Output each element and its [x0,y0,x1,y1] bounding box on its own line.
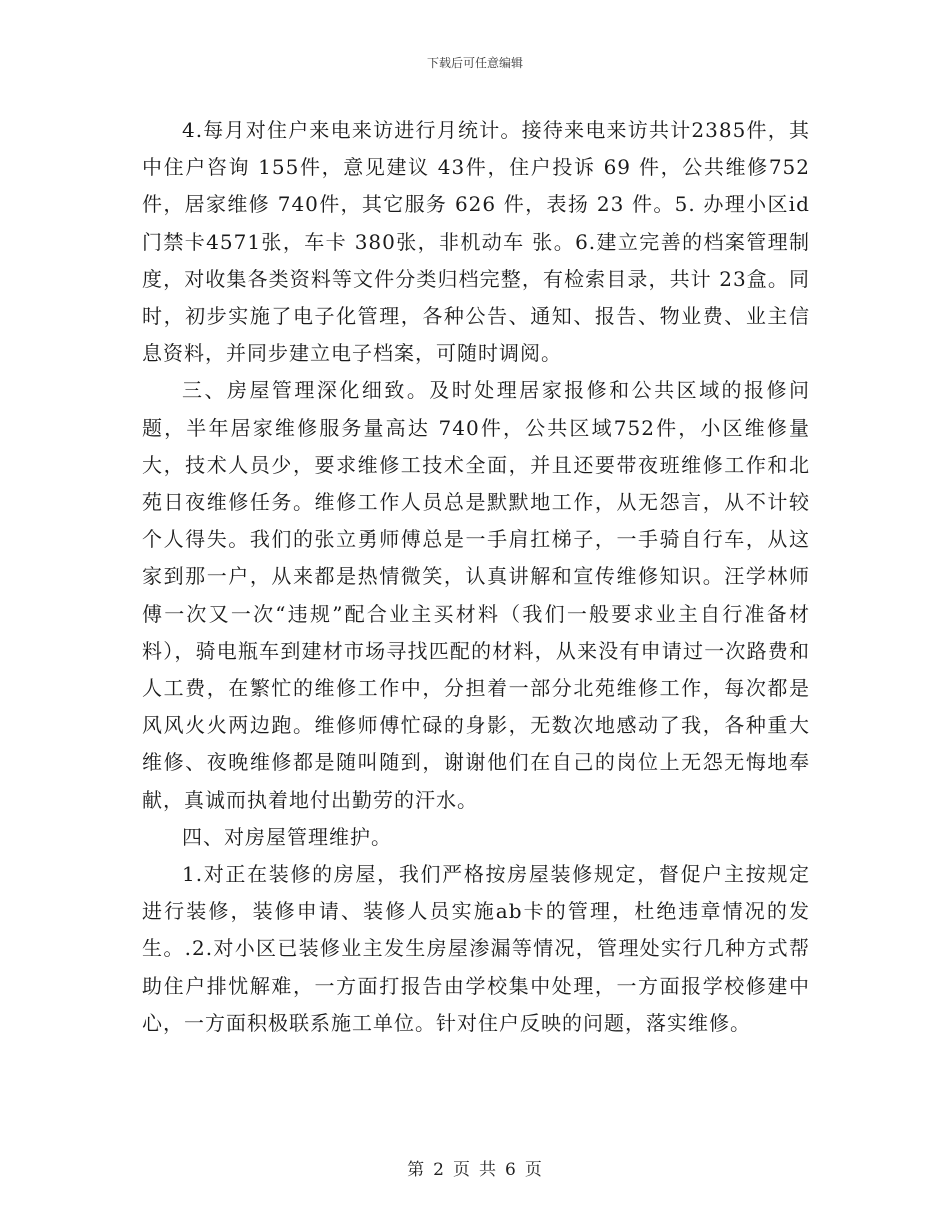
paragraph-renovation: 1.对正在装修的房屋，我们严格按房屋装修规定，督促户主按规定进行装修，装修申请、装修人员实施ab卡的管理，杜绝违章情况的发生。.2.对小区已装修业主发生房屋渗漏等情况，管理处实行几种方式帮助住户排忧解难，一方面打报告由学校集中处理，一方面报学校修建中心，一方面积极联系施工单位。针对住户反映的问题，落实维修。 [142,862,810,1035]
footer-current-page: 2 [433,1160,445,1180]
footer-prefix: 第 [407,1160,426,1180]
paragraph-statistics: 4.每月对住户来电来访进行月统计。接待来电来访共计2385件，其中住户咨询 155件，意见建议 43件，住户投诉 69 件，公共维修752件，居家维修 740件，其它服务 626 件，表扬 23 件。5. 办理小区id门禁卡4571张，车卡 380张，非机动车 张。6.建立完善的档案管理制度，对收集各类资料等文件分类归档完整，有检索目录，共计 23盒。同时，初步实施了电子化管理，各种公告、通知、报告、物业费、业主信息资料，并同步建立电子档案，可随时调阅。 [142,118,810,366]
footer-total-pages: 6 [505,1160,517,1180]
footer-total-word: 共 [479,1160,497,1180]
page-footer [0,1155,950,1180]
document-body [142,112,810,1042]
paragraph-house-management: 三、房屋管理深化细致。及时处理居家报修和公共区域的报修问题，半年居家维修服务量高达 740件，公共区域752件，小区维修量大，技术人员少，要求维修工技术全面，并且还要带夜班维修工作和北苑日夜维修任务。维修工作人员总是默默地工作，从无怨言，从不计较个人得失。我们的张立勇师傅总是一手肩扛梯子，一手骑自行车，从这家到那一户，从来都是热情微笑，认真讲解和宣传维修知识。汪学林师傅一次又一次“违规”配合业主买材料（我们一般要求业主自行准备材料），骑电瓶车到建材市场寻找匹配的材料，从来没有申请过一次路费和人工费，在繁忙的维修工作中，分担着一部分北苑维修工作，每次都是风风火火两边跑。维修师傅忙碌的身影，无数次地感动了我，各种重大维修、夜晚维修都是随叫随到，谢谢他们在自己的岗位上无怨无悔地奉献，真诚而执着地付出勤劳的汗水。 [142,378,810,812]
paragraph-section-heading: 四、对房屋管理维护。 [182,824,392,849]
page-header-note: 下载后可任意编辑 [426,56,523,70]
footer-page-word: 页 [453,1160,471,1180]
footer-suffix: 页 [524,1160,543,1180]
